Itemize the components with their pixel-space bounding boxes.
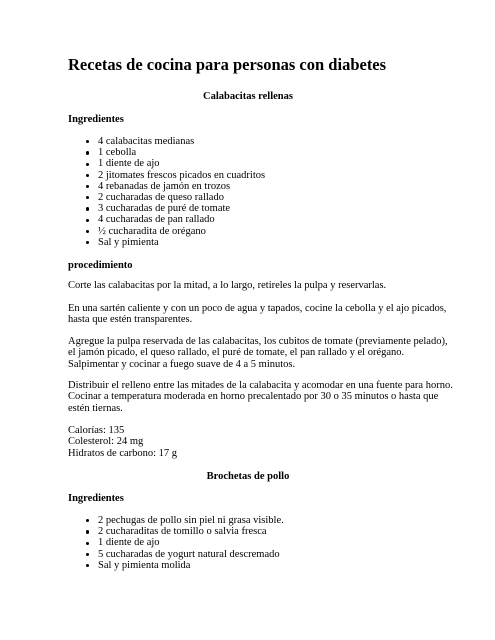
ingredients-list-1 <box>68 136 265 248</box>
ingredient-item: 4 calabacitas medianas <box>68 136 265 147</box>
ingredient-item: 1 diente de ajo <box>68 158 265 169</box>
ingredient-item: Sal y pimienta molida <box>68 560 284 571</box>
nutrition-cholesterol: Colesterol: 24 mg <box>68 436 144 448</box>
ingredient-item: 1 diente de ajo <box>68 537 284 548</box>
ingredient-item: 4 rebanadas de jamón en trozos <box>68 181 265 192</box>
ingredient-item: 4 cucharadas de pan rallado <box>68 214 265 225</box>
ingredients-heading-2: Ingredientes <box>68 493 124 504</box>
ingredient-item: 2 cucharadas de queso rallado <box>68 192 265 203</box>
step-line: el jamón picado, el queso rallado, el puré de tomate, el pan rallado y el orégano. <box>68 347 405 359</box>
ingredients-heading-1: Ingredientes <box>68 114 124 125</box>
ingredient-item: 1 cebolla <box>68 147 265 158</box>
step-line: Agregue la pulpa reservada de las calabacitas, los cubitos de tomate (previamente pelado), <box>68 336 448 347</box>
step-line: Corte las calabacitas por la mitad, a lo largo, retireles la pulpa y reservarlas. <box>68 280 387 291</box>
procedure-step-2 <box>68 303 447 326</box>
step-line: En una sartén caliente y con un poco de agua y tapados, cocine la cebolla y el ajo picados, <box>68 303 447 314</box>
page-title: Recetas de cocina para personas con diabetes <box>68 55 387 74</box>
procedure-step-1 <box>68 280 428 291</box>
recipe-title-calabacitas: Calabacitas rellenas <box>203 91 293 102</box>
nutrition-info <box>68 425 428 459</box>
step-line: Cocinar a temperatura moderada en horno precalentado por 30 o 35 minutos o hasta que <box>68 391 439 403</box>
ingredients-list-2 <box>68 515 284 571</box>
step-line: hasta que estén transparentes. <box>68 314 193 326</box>
step-line: Distribuir el relleno entre las mitades de la calabacita y acomodar en una fuente para horno. <box>68 380 453 391</box>
ingredient-item: Sal y pimienta <box>68 237 265 248</box>
ingredient-item: 2 jitomates frescos picados en cuadritos <box>68 170 265 181</box>
nutrition-calories: Calorías: 135 <box>68 425 125 436</box>
procedure-step-4 <box>68 380 453 414</box>
nutrition-carbs: Hidratos de carbono: 17 g <box>68 447 178 459</box>
recipe-title-brochetas: Brochetas de pollo <box>206 471 290 482</box>
step-line: estén tiernas. <box>68 402 123 414</box>
step-line: Salpimentar y cocinar a fuego suave de 4 a 5 minutos. <box>68 358 296 370</box>
ingredient-item: 2 cucharaditas de tomillo o salvia fresca <box>68 526 284 537</box>
procedure-step-3 <box>68 336 448 370</box>
ingredient-item: 2 pechugas de pollo sin piel ni grasa visible. <box>68 515 284 526</box>
ingredient-item: 3 cucharadas de puré de tomate <box>68 203 265 214</box>
procedure-heading: procedimiento <box>68 260 133 271</box>
ingredient-item: 5 cucharadas de yogurt natural descremado <box>68 549 284 560</box>
ingredient-item: ½ cucharadita de orégano <box>68 226 265 237</box>
